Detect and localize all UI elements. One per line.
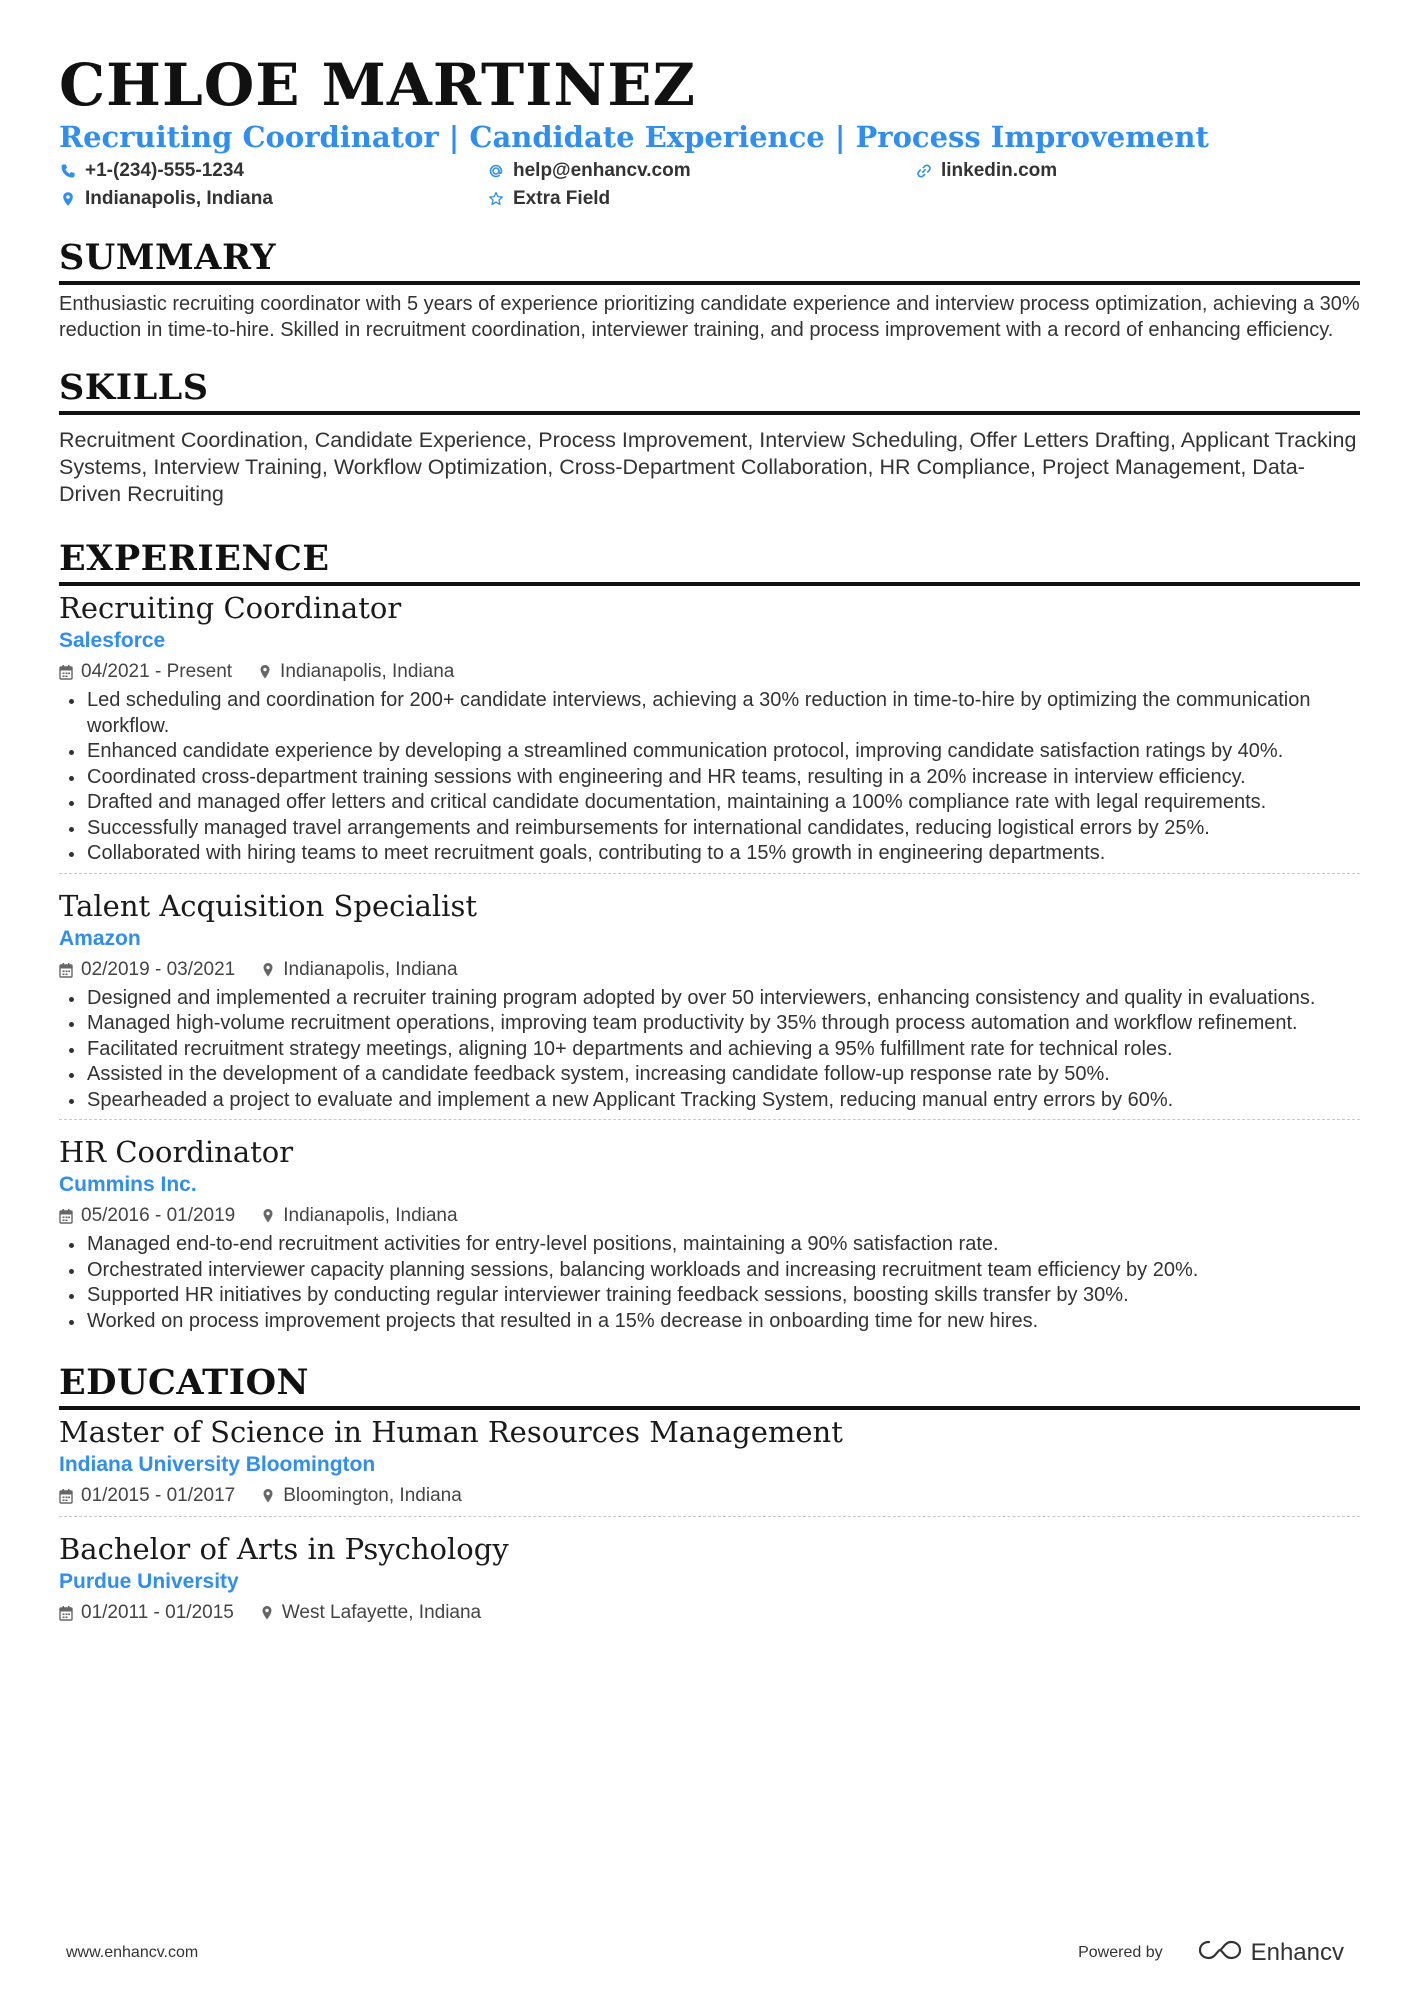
powered-by bbox=[1078, 1938, 1344, 1969]
location-pin-icon bbox=[261, 1208, 275, 1224]
education-location: West Lafayette, Indiana bbox=[281, 1602, 482, 1623]
calendar-icon bbox=[59, 1605, 73, 1621]
list-item: Supported HR initiatives by conducting regular interviewer training feedback sessions, boosting skills transfer by 30%. bbox=[59, 1283, 1360, 1309]
experience-entry bbox=[59, 873, 1360, 1120]
list-item: Coordinated cross-department training sessions with engineering and HR teams, resulting in a 20% increase in interview efficiency. bbox=[59, 765, 1360, 791]
education-title: EDUCATION bbox=[59, 1362, 1360, 1410]
education-dates: 01/2011 - 01/2015 bbox=[81, 1602, 234, 1623]
job-title: Recruiting Coordinator bbox=[59, 591, 402, 625]
skills-title: SKILLS bbox=[59, 367, 1360, 415]
contact-email[interactable] bbox=[487, 159, 915, 183]
resume-content bbox=[59, 50, 1360, 1633]
contact-extra bbox=[487, 187, 915, 211]
experience-title: EXPERIENCE bbox=[59, 538, 1360, 586]
experience-section bbox=[59, 538, 1360, 1340]
degree-title: Master of Science in Human Resources Management bbox=[59, 1415, 843, 1449]
list-item: Managed high-volume recruitment operations, improving team productivity by 35% through process automation and workflow refinement. bbox=[59, 1011, 1360, 1037]
enhancv-logo[interactable] bbox=[1197, 1938, 1344, 1969]
powered-by-text: Powered by bbox=[1078, 1944, 1163, 1961]
list-item: Enhanced candidate experience by developing a streamlined communication protocol, improving candidate satisfaction ratings by 40%. bbox=[59, 739, 1360, 765]
job-location: Indianapolis, Indiana bbox=[283, 958, 458, 980]
education-section bbox=[59, 1362, 1360, 1633]
job-meta bbox=[59, 956, 1360, 984]
list-item: Collaborated with hiring teams to meet recruitment goals, contributing to a 15% growth in engineering departments. bbox=[59, 841, 1360, 867]
company-name: Cummins Inc. bbox=[59, 1173, 197, 1196]
footer-website-link[interactable]: www.enhancv.com bbox=[66, 1944, 199, 1961]
linkedin-link[interactable]: linkedin.com bbox=[941, 160, 1058, 181]
summary-section bbox=[59, 237, 1360, 343]
job-title: Talent Acquisition Specialist bbox=[59, 888, 477, 923]
experience-entry bbox=[59, 1119, 1360, 1340]
school-name: Indiana University Bloomington bbox=[59, 1453, 376, 1476]
page-footer bbox=[66, 1938, 1344, 1968]
calendar-icon bbox=[59, 1208, 73, 1224]
location-text: Indianapolis, Indiana bbox=[85, 188, 273, 209]
phone-text: +1-(234)-555-1234 bbox=[85, 160, 244, 181]
list-item: Managed end-to-end recruitment activities for entry-level positions, maintaining a 90% satisfaction rate. bbox=[59, 1232, 1360, 1258]
list-item: Spearheaded a project to evaluate and implement a new Applicant Tracking System, reducing manual entry errors by 60%. bbox=[59, 1088, 1360, 1114]
candidate-headline: Recruiting Coordinator | Candidate Experience | Process Improvement bbox=[59, 120, 1209, 154]
education-entry bbox=[59, 1414, 1360, 1516]
infinity-logo-icon bbox=[1197, 1938, 1243, 1969]
education-meta bbox=[59, 1599, 1360, 1627]
list-item: Facilitated recruitment strategy meetings, aligning 10+ departments and achieving a 95% fulfillment rate for technical roles. bbox=[59, 1037, 1360, 1063]
job-meta bbox=[59, 658, 1360, 686]
list-item: Led scheduling and coordination for 200+ candidate interviews, achieving a 30% reduction in time-to-hire by optimizing the communication workflow. bbox=[59, 688, 1360, 739]
calendar-icon bbox=[59, 962, 73, 978]
company-name: Amazon bbox=[59, 926, 141, 950]
job-location: Indianapolis, Indiana bbox=[283, 1205, 458, 1226]
list-item: Successfully managed travel arrangements and reimbursements for international candidates, reducing logistical errors by 25%. bbox=[59, 816, 1360, 842]
job-bullets bbox=[59, 986, 1360, 1114]
job-dates: 02/2019 - 03/2021 bbox=[81, 958, 236, 980]
contact-phone bbox=[59, 159, 487, 183]
education-entry bbox=[59, 1516, 1360, 1633]
job-meta bbox=[59, 1202, 1360, 1230]
at-icon bbox=[487, 162, 505, 180]
extra-field-text: Extra Field bbox=[513, 188, 611, 209]
location-pin-icon bbox=[258, 664, 272, 680]
school-name: Purdue University bbox=[59, 1570, 239, 1593]
job-location: Indianapolis, Indiana bbox=[280, 661, 455, 682]
location-pin-icon bbox=[261, 962, 275, 978]
experience-entry bbox=[59, 590, 1360, 873]
location-pin-icon bbox=[260, 1605, 274, 1621]
list-item: Worked on process improvement projects that resulted in a 15% decrease in onboarding time for new hires. bbox=[59, 1309, 1360, 1335]
list-item: Orchestrated interviewer capacity planning sessions, balancing workloads and increasing recruitment team efficiency by 20%. bbox=[59, 1258, 1360, 1284]
list-item: Designed and implemented a recruiter training program adopted by over 50 interviewers, enhancing consistency and quality in evaluations. bbox=[59, 986, 1360, 1012]
job-title: HR Coordinator bbox=[59, 1135, 294, 1169]
brand-name: Enhancv bbox=[1250, 1939, 1344, 1966]
job-dates: 05/2016 - 01/2019 bbox=[81, 1205, 236, 1226]
list-item: Assisted in the development of a candidate feedback system, increasing candidate follow-up response rate by 50%. bbox=[59, 1062, 1360, 1088]
summary-text: Enthusiastic recruiting coordinator with 5 years of experience prioritizing candidate experience and interview process optimization, achieving a 30% reduction in time-to-hire. Skilled in recruitment coordination, interviewer training, and process improvement with a record of enhancing efficiency. bbox=[59, 293, 1360, 341]
list-item: Drafted and managed offer letters and critical candidate documentation, maintaining a 100% compliance rate with legal requirements. bbox=[59, 790, 1360, 816]
company-name: Salesforce bbox=[59, 629, 166, 652]
education-dates: 01/2015 - 01/2017 bbox=[81, 1485, 236, 1506]
skills-text: Recruitment Coordination, Candidate Experience, Process Improvement, Interview Scheduling, Offer Letters Drafting, Applicant Tracking Systems, Interview Training, Workflow Optimization, Cross-Department Collaboration, HR Compliance, Project Management, Data-Driven Recruiting bbox=[59, 428, 1357, 506]
phone-icon bbox=[59, 162, 77, 180]
degree-title: Bachelor of Arts in Psychology bbox=[59, 1532, 509, 1566]
skills-section bbox=[59, 367, 1360, 508]
job-dates: 04/2021 - Present bbox=[81, 661, 233, 682]
education-location: Bloomington, Indiana bbox=[283, 1485, 462, 1506]
link-icon bbox=[915, 162, 933, 180]
summary-title: SUMMARY bbox=[59, 237, 1360, 285]
candidate-name: CHLOE MARTINEZ bbox=[59, 51, 696, 119]
calendar-icon bbox=[59, 1488, 73, 1504]
location-pin-icon bbox=[261, 1488, 275, 1504]
email-link[interactable]: help@enhancv.com bbox=[513, 160, 691, 181]
star-icon bbox=[487, 190, 505, 208]
location-pin-icon bbox=[59, 190, 77, 208]
job-bullets bbox=[59, 1232, 1360, 1334]
job-bullets bbox=[59, 688, 1360, 867]
contact-location bbox=[59, 187, 487, 211]
education-meta bbox=[59, 1482, 1360, 1510]
contact-info bbox=[59, 159, 1360, 211]
calendar-icon bbox=[59, 664, 73, 680]
contact-linkedin[interactable] bbox=[915, 159, 1343, 183]
